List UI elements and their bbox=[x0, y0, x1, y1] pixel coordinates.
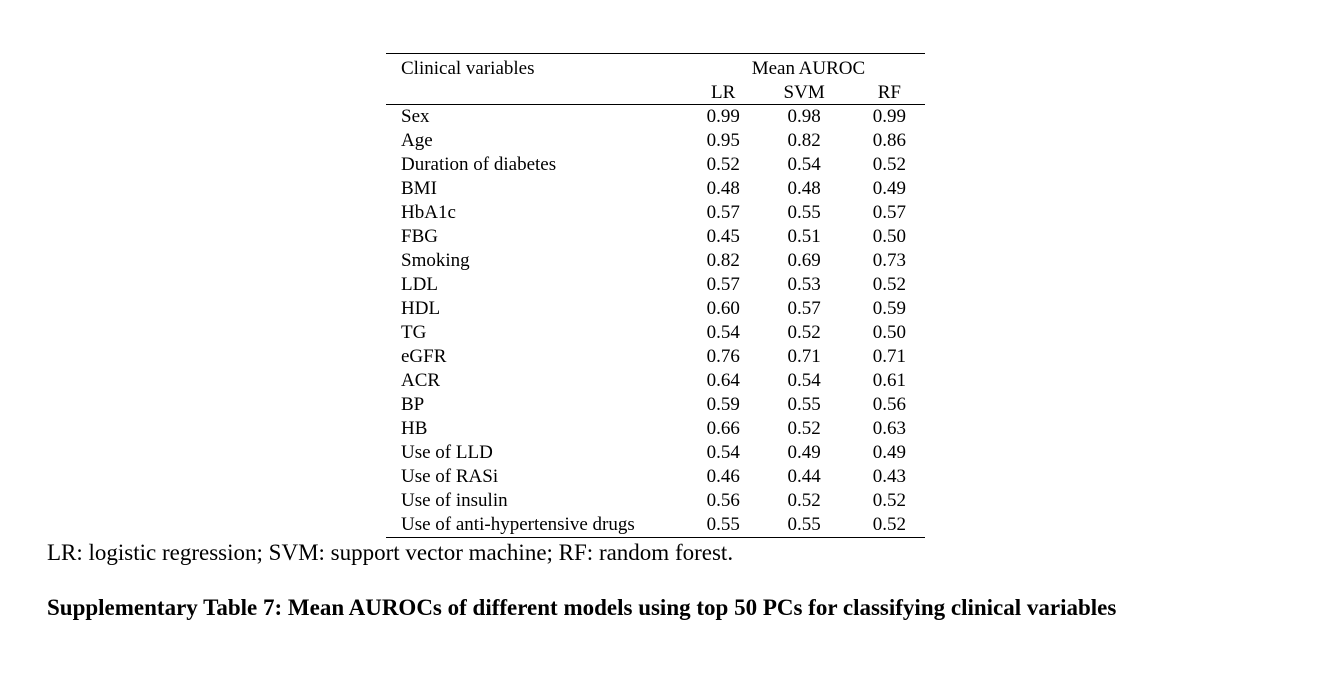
cell-variable: HbA1c bbox=[401, 202, 456, 223]
table-row bbox=[386, 201, 925, 225]
cell-variable: Age bbox=[401, 130, 433, 151]
table-row bbox=[386, 177, 925, 201]
auroc-table-container bbox=[386, 53, 925, 538]
table-row bbox=[386, 441, 925, 465]
auroc-table bbox=[386, 53, 925, 538]
cell-rf: 0.63 bbox=[872, 418, 906, 439]
cell-svm: 0.52 bbox=[787, 322, 821, 343]
cell-svm: 0.69 bbox=[787, 250, 821, 271]
table-row bbox=[386, 105, 925, 130]
cell-rf: 0.56 bbox=[872, 394, 906, 415]
cell-svm: 0.71 bbox=[787, 346, 821, 367]
table-row bbox=[386, 417, 925, 441]
table-row bbox=[386, 321, 925, 345]
table-row bbox=[386, 345, 925, 369]
cell-rf: 0.61 bbox=[872, 370, 906, 391]
cell-rf: 0.71 bbox=[872, 346, 906, 367]
cell-variable: BP bbox=[401, 394, 425, 415]
cell-variable: Use of anti-hypertensive drugs bbox=[386, 513, 692, 538]
table-caption: Supplementary Table 7: Mean AUROCs of different models using top 50 PCs for classifying clinical variables bbox=[47, 595, 1117, 620]
column-group-header-mean-auroc: Mean AUROC bbox=[692, 54, 925, 83]
cell-variable: Sex bbox=[401, 106, 430, 127]
cell-variable: BMI bbox=[401, 178, 437, 199]
cell-svm: 0.98 bbox=[787, 106, 821, 127]
column-header-clinical-variables: Clinical variables bbox=[386, 54, 692, 83]
cell-svm: 0.55 bbox=[787, 394, 821, 415]
cell-variable: Use of RASi bbox=[401, 466, 499, 487]
cell-svm: 0.55 bbox=[787, 202, 821, 223]
cell-variable: Use of LLD bbox=[401, 442, 493, 463]
cell-lr: 0.64 bbox=[706, 370, 740, 391]
cell-lr: 0.55 bbox=[692, 513, 755, 538]
cell-variable: ACR bbox=[401, 370, 441, 391]
cell-lr: 0.99 bbox=[706, 106, 740, 127]
cell-variable: Smoking bbox=[401, 250, 470, 271]
cell-lr: 0.52 bbox=[706, 154, 740, 175]
column-header-blank bbox=[386, 82, 692, 105]
cell-lr: 0.59 bbox=[706, 394, 740, 415]
cell-svm: 0.49 bbox=[787, 442, 821, 463]
cell-variable: TG bbox=[401, 322, 427, 343]
cell-lr: 0.95 bbox=[706, 130, 740, 151]
cell-svm: 0.57 bbox=[787, 298, 821, 319]
cell-lr: 0.46 bbox=[706, 466, 740, 487]
cell-lr: 0.76 bbox=[706, 346, 740, 367]
table-row bbox=[386, 297, 925, 321]
cell-svm: 0.53 bbox=[787, 274, 821, 295]
cell-svm: 0.52 bbox=[787, 418, 821, 439]
table-row bbox=[386, 129, 925, 153]
table-row bbox=[386, 465, 925, 489]
cell-lr: 0.54 bbox=[706, 442, 740, 463]
cell-rf: 0.50 bbox=[872, 226, 906, 247]
cell-lr: 0.54 bbox=[706, 322, 740, 343]
table-header-row-group bbox=[386, 54, 925, 83]
cell-variable: HDL bbox=[401, 298, 441, 319]
cell-lr: 0.57 bbox=[706, 202, 740, 223]
table-row bbox=[386, 153, 925, 177]
cell-svm: 0.55 bbox=[755, 513, 854, 538]
cell-lr: 0.48 bbox=[706, 178, 740, 199]
cell-svm: 0.48 bbox=[787, 178, 821, 199]
table-row bbox=[386, 489, 925, 513]
cell-rf: 0.52 bbox=[872, 154, 906, 175]
table-row bbox=[386, 273, 925, 297]
cell-rf: 0.86 bbox=[872, 130, 906, 151]
cell-lr: 0.45 bbox=[706, 226, 740, 247]
cell-rf: 0.59 bbox=[872, 298, 906, 319]
cell-variable: FBG bbox=[401, 226, 438, 247]
cell-lr: 0.57 bbox=[706, 274, 740, 295]
table-header-row-models bbox=[386, 82, 925, 105]
cell-lr: 0.56 bbox=[706, 490, 740, 511]
cell-rf: 0.73 bbox=[872, 250, 906, 271]
column-header-svm: SVM bbox=[755, 82, 854, 105]
cell-lr: 0.82 bbox=[706, 250, 740, 271]
cell-lr: 0.66 bbox=[706, 418, 740, 439]
table-row bbox=[386, 393, 925, 417]
cell-svm: 0.51 bbox=[787, 226, 821, 247]
cell-rf: 0.57 bbox=[872, 202, 906, 223]
cell-svm: 0.44 bbox=[787, 466, 821, 487]
cell-variable: Use of insulin bbox=[401, 490, 508, 511]
cell-rf: 0.49 bbox=[872, 442, 906, 463]
cell-lr: 0.60 bbox=[706, 298, 740, 319]
cell-rf: 0.52 bbox=[872, 274, 906, 295]
column-header-rf: RF bbox=[854, 82, 925, 105]
table-row bbox=[386, 369, 925, 393]
cell-rf: 0.52 bbox=[854, 513, 925, 538]
table-body bbox=[386, 105, 925, 538]
cell-rf: 0.43 bbox=[872, 466, 906, 487]
cell-variable: Duration of diabetes bbox=[401, 154, 557, 175]
table-row bbox=[386, 225, 925, 249]
cell-svm: 0.82 bbox=[787, 130, 821, 151]
table-footnote: LR: logistic regression; SVM: support vector machine; RF: random forest. bbox=[47, 540, 734, 565]
table-row bbox=[386, 249, 925, 273]
cell-variable: HB bbox=[401, 418, 428, 439]
cell-rf: 0.50 bbox=[872, 322, 906, 343]
cell-rf: 0.99 bbox=[872, 106, 906, 127]
cell-svm: 0.52 bbox=[787, 490, 821, 511]
cell-rf: 0.49 bbox=[872, 178, 906, 199]
cell-svm: 0.54 bbox=[787, 154, 821, 175]
cell-svm: 0.54 bbox=[787, 370, 821, 391]
cell-variable: LDL bbox=[401, 274, 438, 295]
cell-variable: eGFR bbox=[401, 346, 447, 367]
table-row bbox=[386, 513, 925, 538]
cell-rf: 0.52 bbox=[872, 490, 906, 511]
column-header-lr: LR bbox=[692, 82, 755, 105]
